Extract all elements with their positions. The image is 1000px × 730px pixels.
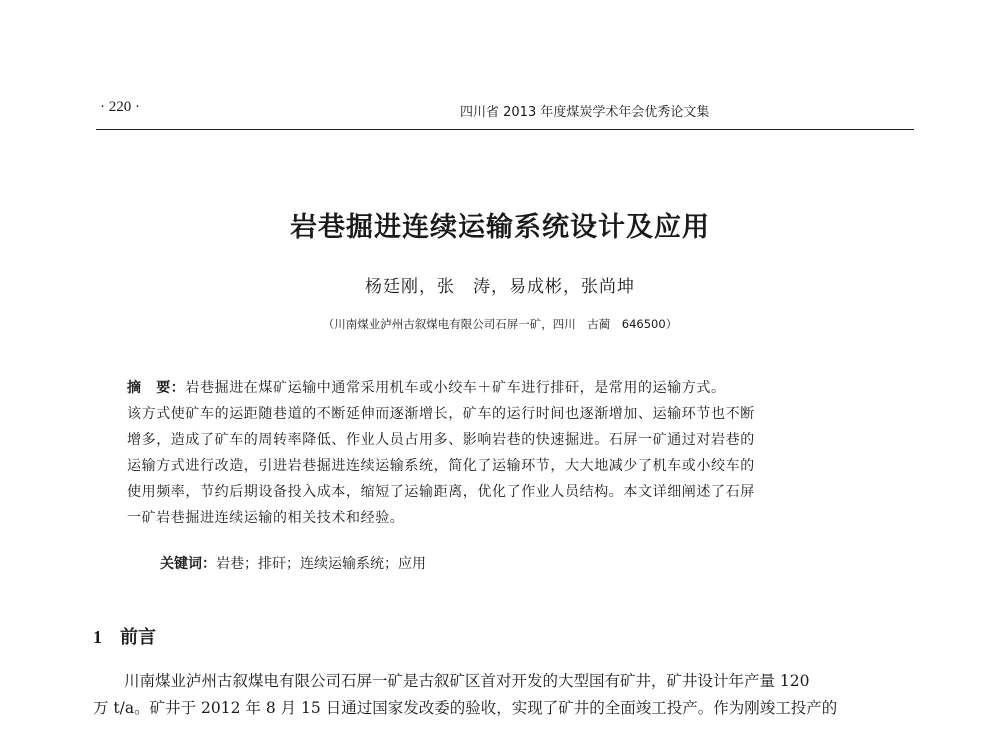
body-paragraph xyxy=(93,668,913,722)
body-line: 万 t/a。矿井于 2012 年 8 月 15 日通过国家发改委的验收，实现了矿井的全面竣工投产。作为刚竣工投产的 xyxy=(93,699,838,717)
keywords-label: 关键词： xyxy=(160,556,216,572)
section-number: 1 xyxy=(93,627,102,647)
abstract-line: 一矿岩巷掘进连续运输的相关技术和经验。 xyxy=(127,510,405,526)
abstract-line: 该方式使矿车的运距随巷道的不断延伸而逐渐增长，矿车的运行时间也逐渐增加、运输环节也不断 xyxy=(127,406,755,422)
abstract-label: 摘 要： xyxy=(127,380,186,396)
author-list: 杨廷刚，张 涛，易成彬，张尚坤 xyxy=(365,277,635,297)
abstract-line: 增多，造成了矿车的周转率降低、作业人员占用多、影响岩巷的快速掘进。石屏一矿通过对岩巷的 xyxy=(127,432,755,448)
section-heading xyxy=(93,623,156,649)
abstract-line: 使用频率，节约后期设备投入成本，缩短了运输距离，优化了作业人员结构。本文详细阐述了石屏 xyxy=(127,484,755,500)
abstract-line: 运输方式进行改造，引进岩巷掘进连续运输系统，简化了运输环节，大大地减少了机车或小绞车的 xyxy=(127,458,755,474)
paper-title: 岩巷掘进连续运输系统设计及应用 xyxy=(290,212,710,243)
section-title-text: 前言 xyxy=(120,627,156,648)
page-number: · 220 · xyxy=(100,99,140,115)
abstract xyxy=(127,375,887,531)
abstract-text: 岩巷掘进在煤矿运输中通常采用机车或小绞车＋矿车进行排矸，是常用的运输方式。 xyxy=(185,380,726,396)
body-line: 川南煤业泸州古叙煤电有限公司石屏一矿是古叙矿区首对开发的大型国有矿井，矿井设计年产量 120 xyxy=(124,672,810,690)
journal-title: 四川省 2013 年度煤炭学术年会优秀论文集 xyxy=(460,105,710,120)
affiliation: （川南煤业泸州古叙煤电有限公司石屏一矿，四川 古蔺 646500） xyxy=(322,317,678,331)
keywords xyxy=(160,553,426,573)
keywords-text: 岩巷；排矸；连续运输系统；应用 xyxy=(216,556,426,572)
running-header xyxy=(96,99,914,130)
abstract-line xyxy=(127,375,887,401)
